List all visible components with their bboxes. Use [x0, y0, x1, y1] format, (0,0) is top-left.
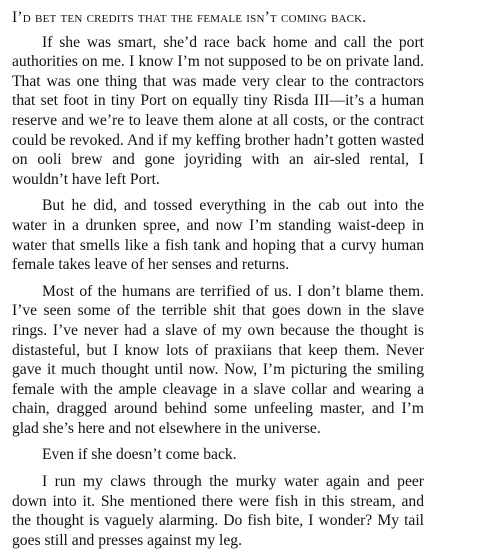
body-paragraph: I run my claws through the murky water again and peer down into it. She mentioned there were fish in this stream, and the thought is vaguely alarming. Do fish bite, I wonder? My tail goes still and presses against my leg. [12, 473, 424, 549]
body-paragraph: If she was smart, she’d race back home and call the port authorities on me. I know I’m not supposed to be on private land. That was one thing that was made very clear to the contractors that set foot in tiny Port on equally tiny Risda III—it’s a human reserve and we’re to leave them alone at all costs, or the contract could be revoked. And if my keffing brother hadn’t gotten wasted on ooli brew and gone joyriding with an air-sled rental, I wouldn’t have left Port. [12, 33, 424, 188]
body-paragraph: Most of the humans are terrified of us. I don’t blame them. I’ve seen some of the terrible shit that goes down in the slave rings. I’ve never had a slave of my own because the thought is distasteful, but I know lots of praxiians that keep them. Never gave it much thought until now. Now, I’m picturing the smiling female with the ample cleavage in a slave collar and wearing a chain, dragged around behind some unfeeling master, and I’m glad she’s here and not elsewhere in the universe. [12, 282, 424, 437]
document-page [12, 8, 424, 557]
opening-paragraph: I’d bet ten credits that the female isn’t coming back. [12, 9, 367, 26]
body-paragraph: Even if she doesn’t come back. [42, 446, 237, 464]
body-paragraph: But he did, and tossed everything in the cab out into the water in a drunken spree, and now I’m standing waist-deep in water that smells like a fish tank and hoping that a curvy human female takes leave of her senses and returns. [12, 197, 424, 274]
